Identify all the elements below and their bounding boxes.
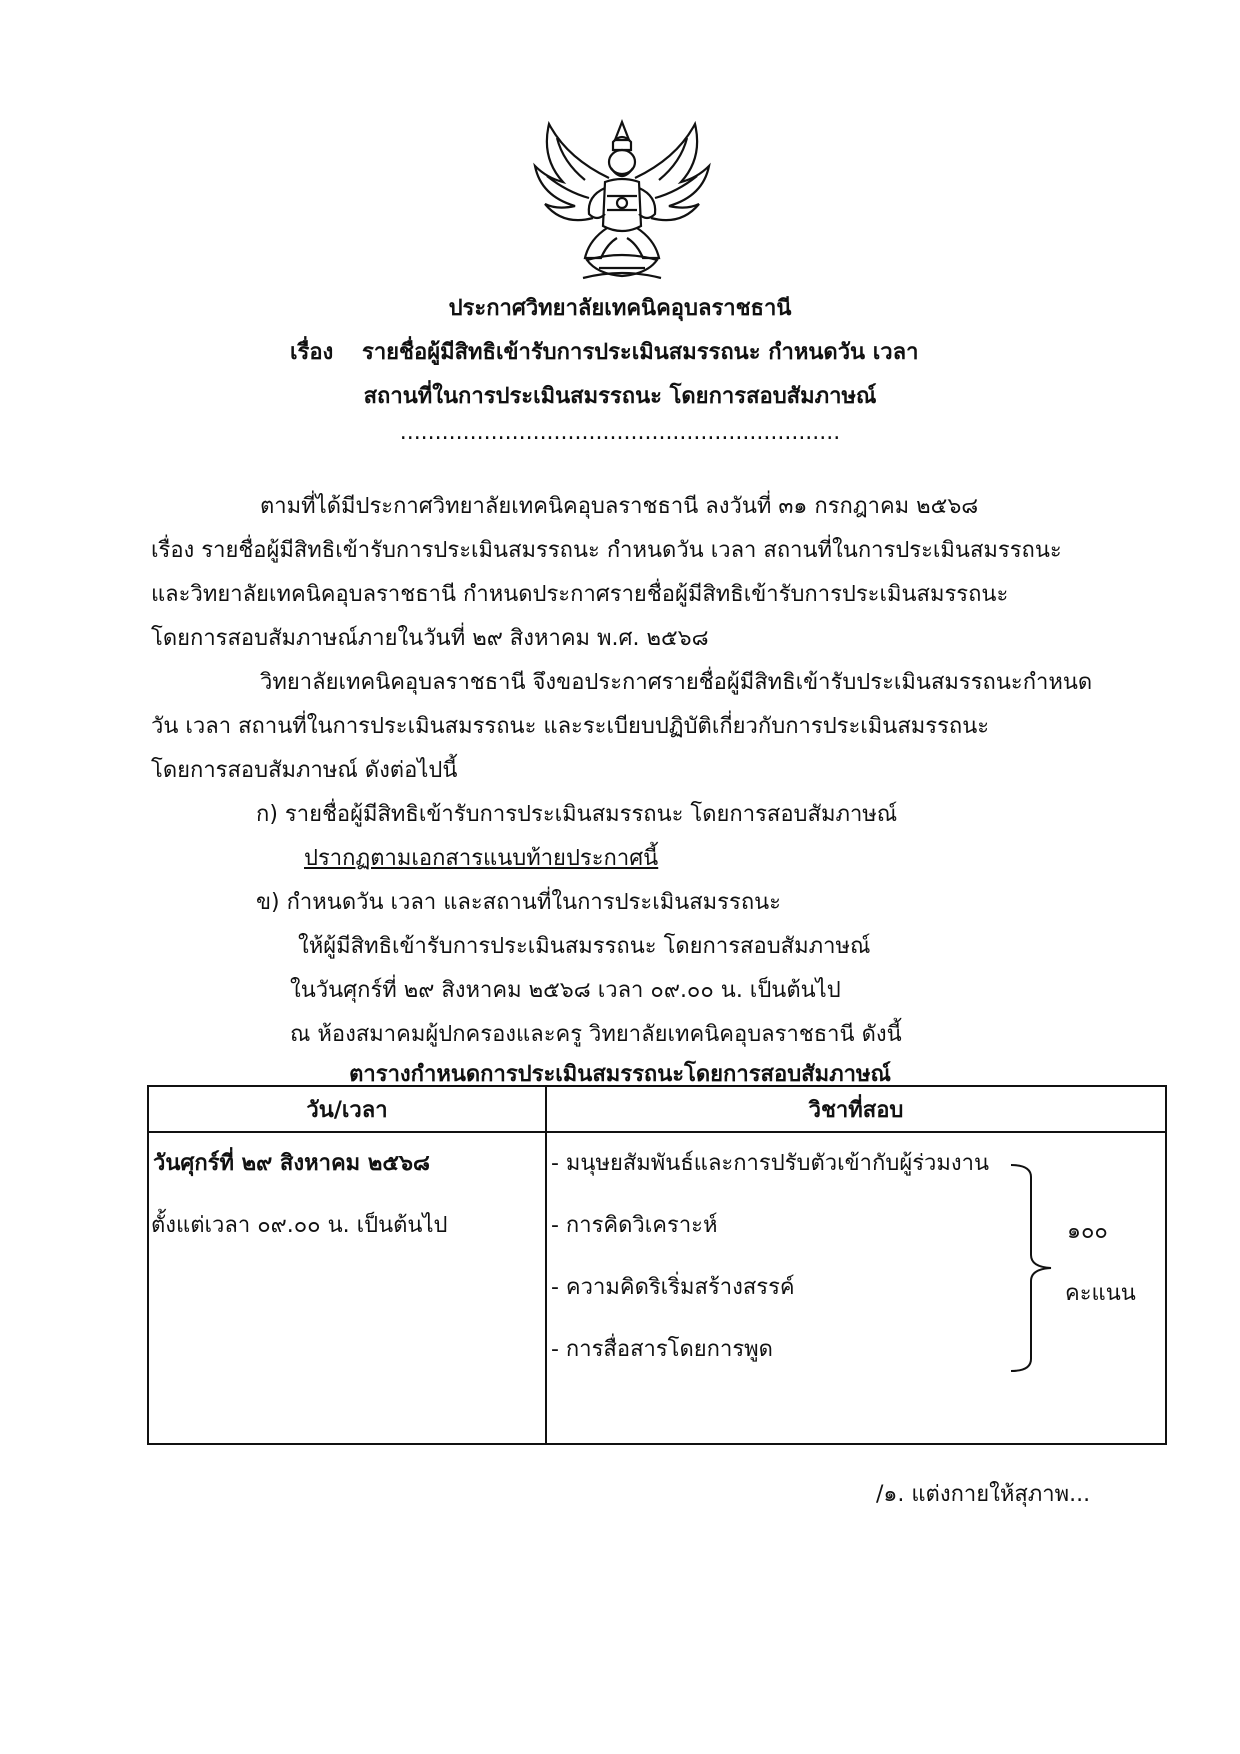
paragraph-1-line-2: เรื่อง รายชื่อผู้มีสิทธิเข้ารับการประเมินสมรรถนะ กำหนดวัน เวลา สถานที่ในการประเมินสมรรถนะ xyxy=(151,538,1062,563)
subject-label: เรื่อง xyxy=(290,340,334,365)
subject-cell xyxy=(546,1132,1166,1444)
item-a: ก) รายชื่อผู้มีสิทธิเข้ารับการประเมินสมรรถนะ โดยการสอบสัมภาษณ์ xyxy=(256,802,898,827)
datetime-cell xyxy=(148,1132,546,1444)
item-b-line-1: ให้ผู้มีสิทธิเข้ารับการประเมินสมรรถนะ โดยการสอบสัมภาษณ์ xyxy=(298,934,871,959)
item-b-line-2: ในวันศุกร์ที่ ๒๙ สิงหาคม ๒๕๖๘ เวลา ๐๙.๐๐ น. เป็นต้นไป xyxy=(290,978,841,1003)
item-b: ข) กำหนดวัน เวลา และสถานที่ในการประเมินสมรรถนะ xyxy=(256,890,781,915)
continuation-note: /๑. แต่งกายให้สุภาพ... xyxy=(876,1482,1091,1507)
item-b-line-3: ณ ห้องสมาคมผู้ปกครองและครู วิทยาลัยเทคนิคอุบลราชธานี ดังนี้ xyxy=(290,1022,902,1047)
exam-time: ตั้งแต่เวลา ๐๙.๐๐ น. เป็นต้นไป xyxy=(151,1213,448,1238)
announcement-title: ประกาศวิทยาลัยเทคนิคอุบลราชธานี xyxy=(448,296,792,321)
subject-item: - การสื่อสารโดยการพูด xyxy=(551,1337,773,1362)
item-a-note: ปรากฏตามเอกสารแนบท้ายประกาศนี้ xyxy=(304,846,659,871)
subject-item: - การคิดวิเคราะห์ xyxy=(551,1213,718,1238)
column-header-datetime: วัน/เวลา xyxy=(148,1086,546,1132)
paragraph-2-line-1: วิทยาลัยเทคนิคอุบลราชธานี จึงขอประกาศรายชื่อผู้มีสิทธิเข้ารับประเมินสมรรถนะกำหนด xyxy=(260,670,1093,695)
subject-item: - มนุษยสัมพันธ์และการปรับตัวเข้ากับผู้ร่วมงาน xyxy=(551,1151,990,1176)
paragraph-2-line-3: โดยการสอบสัมภาษณ์ ดังต่อไปนี้ xyxy=(151,758,458,783)
paragraph-1-line-4: โดยการสอบสัมภาษณ์ภายในวันที่ ๒๙ สิงหาคม พ.ศ. ๒๕๖๘ xyxy=(151,626,709,651)
schedule-table xyxy=(147,1085,1167,1445)
exam-date: วันศุกร์ที่ ๒๙ สิงหาคม ๒๕๖๘ xyxy=(153,1151,430,1176)
garuda-emblem xyxy=(527,118,717,288)
table-title: ตารางกำหนดการประเมินสมรรถนะโดยการสอบสัมภาษณ์ xyxy=(349,1062,891,1087)
score-value: ๑๐๐ xyxy=(1067,1219,1108,1244)
column-header-subject: วิชาที่สอบ xyxy=(546,1086,1166,1132)
paragraph-2-line-2: วัน เวลา สถานที่ในการประเมินสมรรถนะ และระเบียบปฏิบัติเกี่ยวกับการประเมินสมรรถนะ xyxy=(151,714,990,739)
subject-item: - ความคิดริเริ่มสร้างสรรค์ xyxy=(551,1275,795,1300)
score-unit: คะแนน xyxy=(1065,1281,1136,1306)
paragraph-1-line-1: ตามที่ได้มีประกาศวิทยาลัยเทคนิคอุบลราชธานี ลงวันที่ ๓๑ กรกฎาคม ๒๕๖๘ xyxy=(260,494,979,519)
subject-line-1: รายชื่อผู้มีสิทธิเข้ารับการประเมินสมรรถนะ กำหนดวัน เวลา xyxy=(362,340,919,365)
subject-line-2: สถานที่ในการประเมินสมรรถนะ โดยการสอบสัมภาษณ์ xyxy=(363,384,877,409)
right-brace-icon xyxy=(1009,1163,1059,1373)
divider-dots: ............................................................... xyxy=(399,420,841,445)
paragraph-1-line-3: และวิทยาลัยเทคนิคอุบลราชธานี กำหนดประกาศรายชื่อผู้มีสิทธิเข้ารับการประเมินสมรรถนะ xyxy=(151,582,1009,607)
